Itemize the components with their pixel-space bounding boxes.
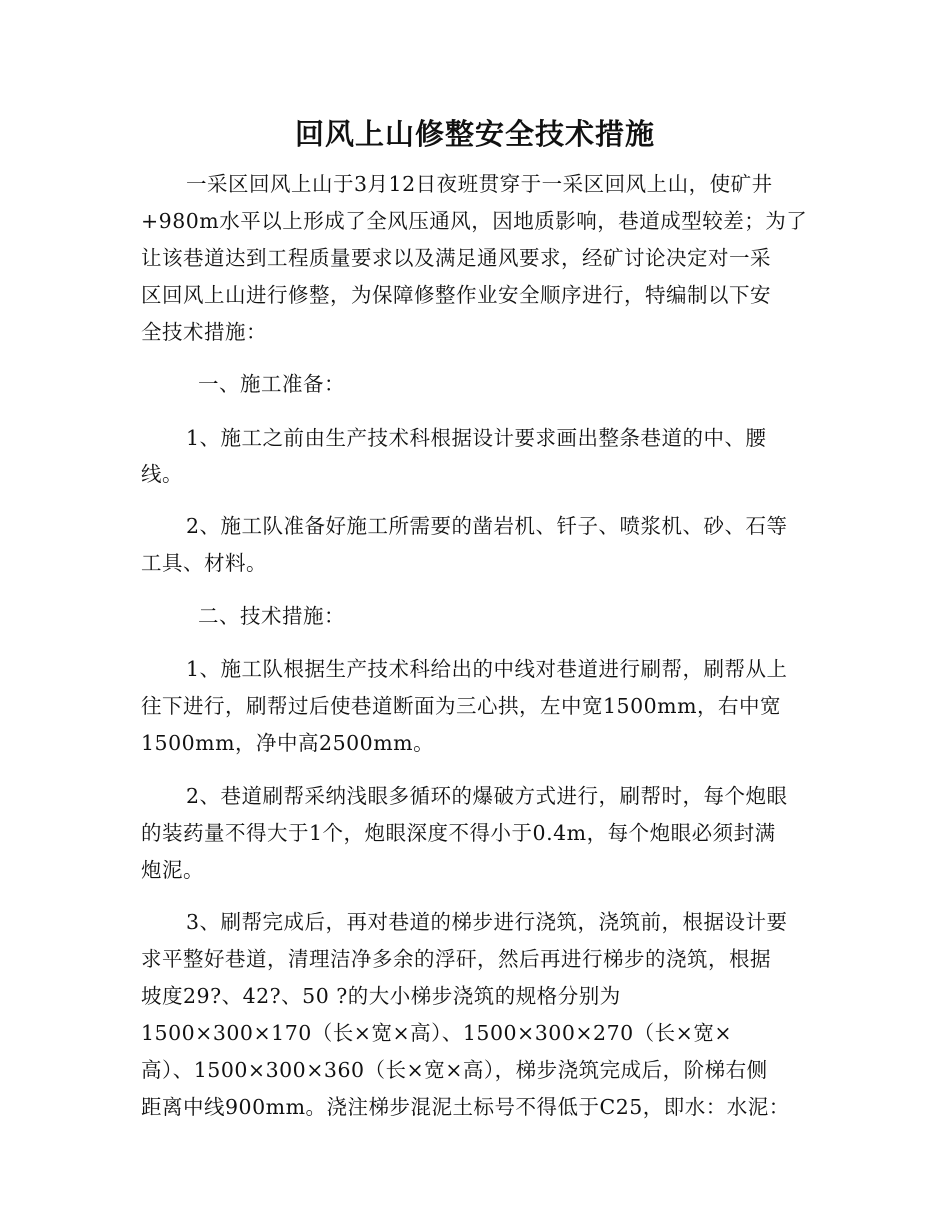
text-line: 3、刷帮完成后，再对巷道的梯步进行浇筑，浇筑前，根据设计要 (186, 910, 788, 934)
document-title: 回风上山修整安全技术措施 (294, 117, 655, 151)
section-heading: 一、施工准备： (198, 372, 345, 396)
text-line: 工具、材料。 (141, 551, 267, 575)
text-line: 线。 (141, 462, 183, 486)
text-line: 全技术措施： (141, 320, 267, 344)
text-line: 2、施工队准备好施工所需要的凿岩机、钎子、喷浆机、砂、石等 (186, 514, 788, 538)
text-line: 区回风上山进行修整，为保障修整作业安全顺序进行，特编制以下安 (141, 283, 771, 307)
text-line: 2、巷道刷帮采纳浅眼多循环的爆破方式进行，刷帮时，每个炮眼 (186, 784, 788, 808)
text-line: 往下进行，刷帮过后使巷道断面为三心拱，左中宽1500mm，右中宽 (141, 694, 782, 718)
text-line: +980m水平以上形成了全风压通风，因地质影响，巷道成型较差；为了 (141, 209, 808, 233)
text-line: 1、施工队根据生产技术科给出的中线对巷道进行刷帮，刷帮从上 (186, 657, 788, 681)
text-line: 高）、1500×300×360（长×宽×高），梯步浇筑完成后，阶梯右侧 (141, 1058, 768, 1082)
section-heading: 二、技术措施： (198, 604, 345, 628)
text-line: 坡度29?、42?、50 ?的大小梯步浇筑的规格分别为 (141, 984, 621, 1008)
text-line: 距离中线900mm。浇注梯步混泥土标号不得低于C25，即水：水泥： (141, 1095, 790, 1119)
text-line: 让该巷道达到工程质量要求以及满足通风要求，经矿讨论决定对一采 (141, 246, 771, 270)
text-line: 1500mm，净中高2500mm。 (141, 731, 435, 755)
text-line: 的装药量不得大于1个，炮眼深度不得小于0.4m，每个炮眼必须封满 (141, 821, 776, 845)
text-line: 炮泥。 (141, 858, 204, 882)
text-line: 求平整好巷道，清理洁净多余的浮矸，然后再进行梯步的浇筑，根据 (141, 947, 771, 971)
text-line: 1、施工之前由生产技术科根据设计要求画出整条巷道的中、腰 (186, 426, 767, 450)
text-line: 1500×300×170（长×宽×高）、1500×300×270（长×宽× (141, 1021, 733, 1045)
text-line: 一采区回风上山于3月12日夜班贯穿于一采区回风上山，使矿井 (186, 172, 773, 196)
